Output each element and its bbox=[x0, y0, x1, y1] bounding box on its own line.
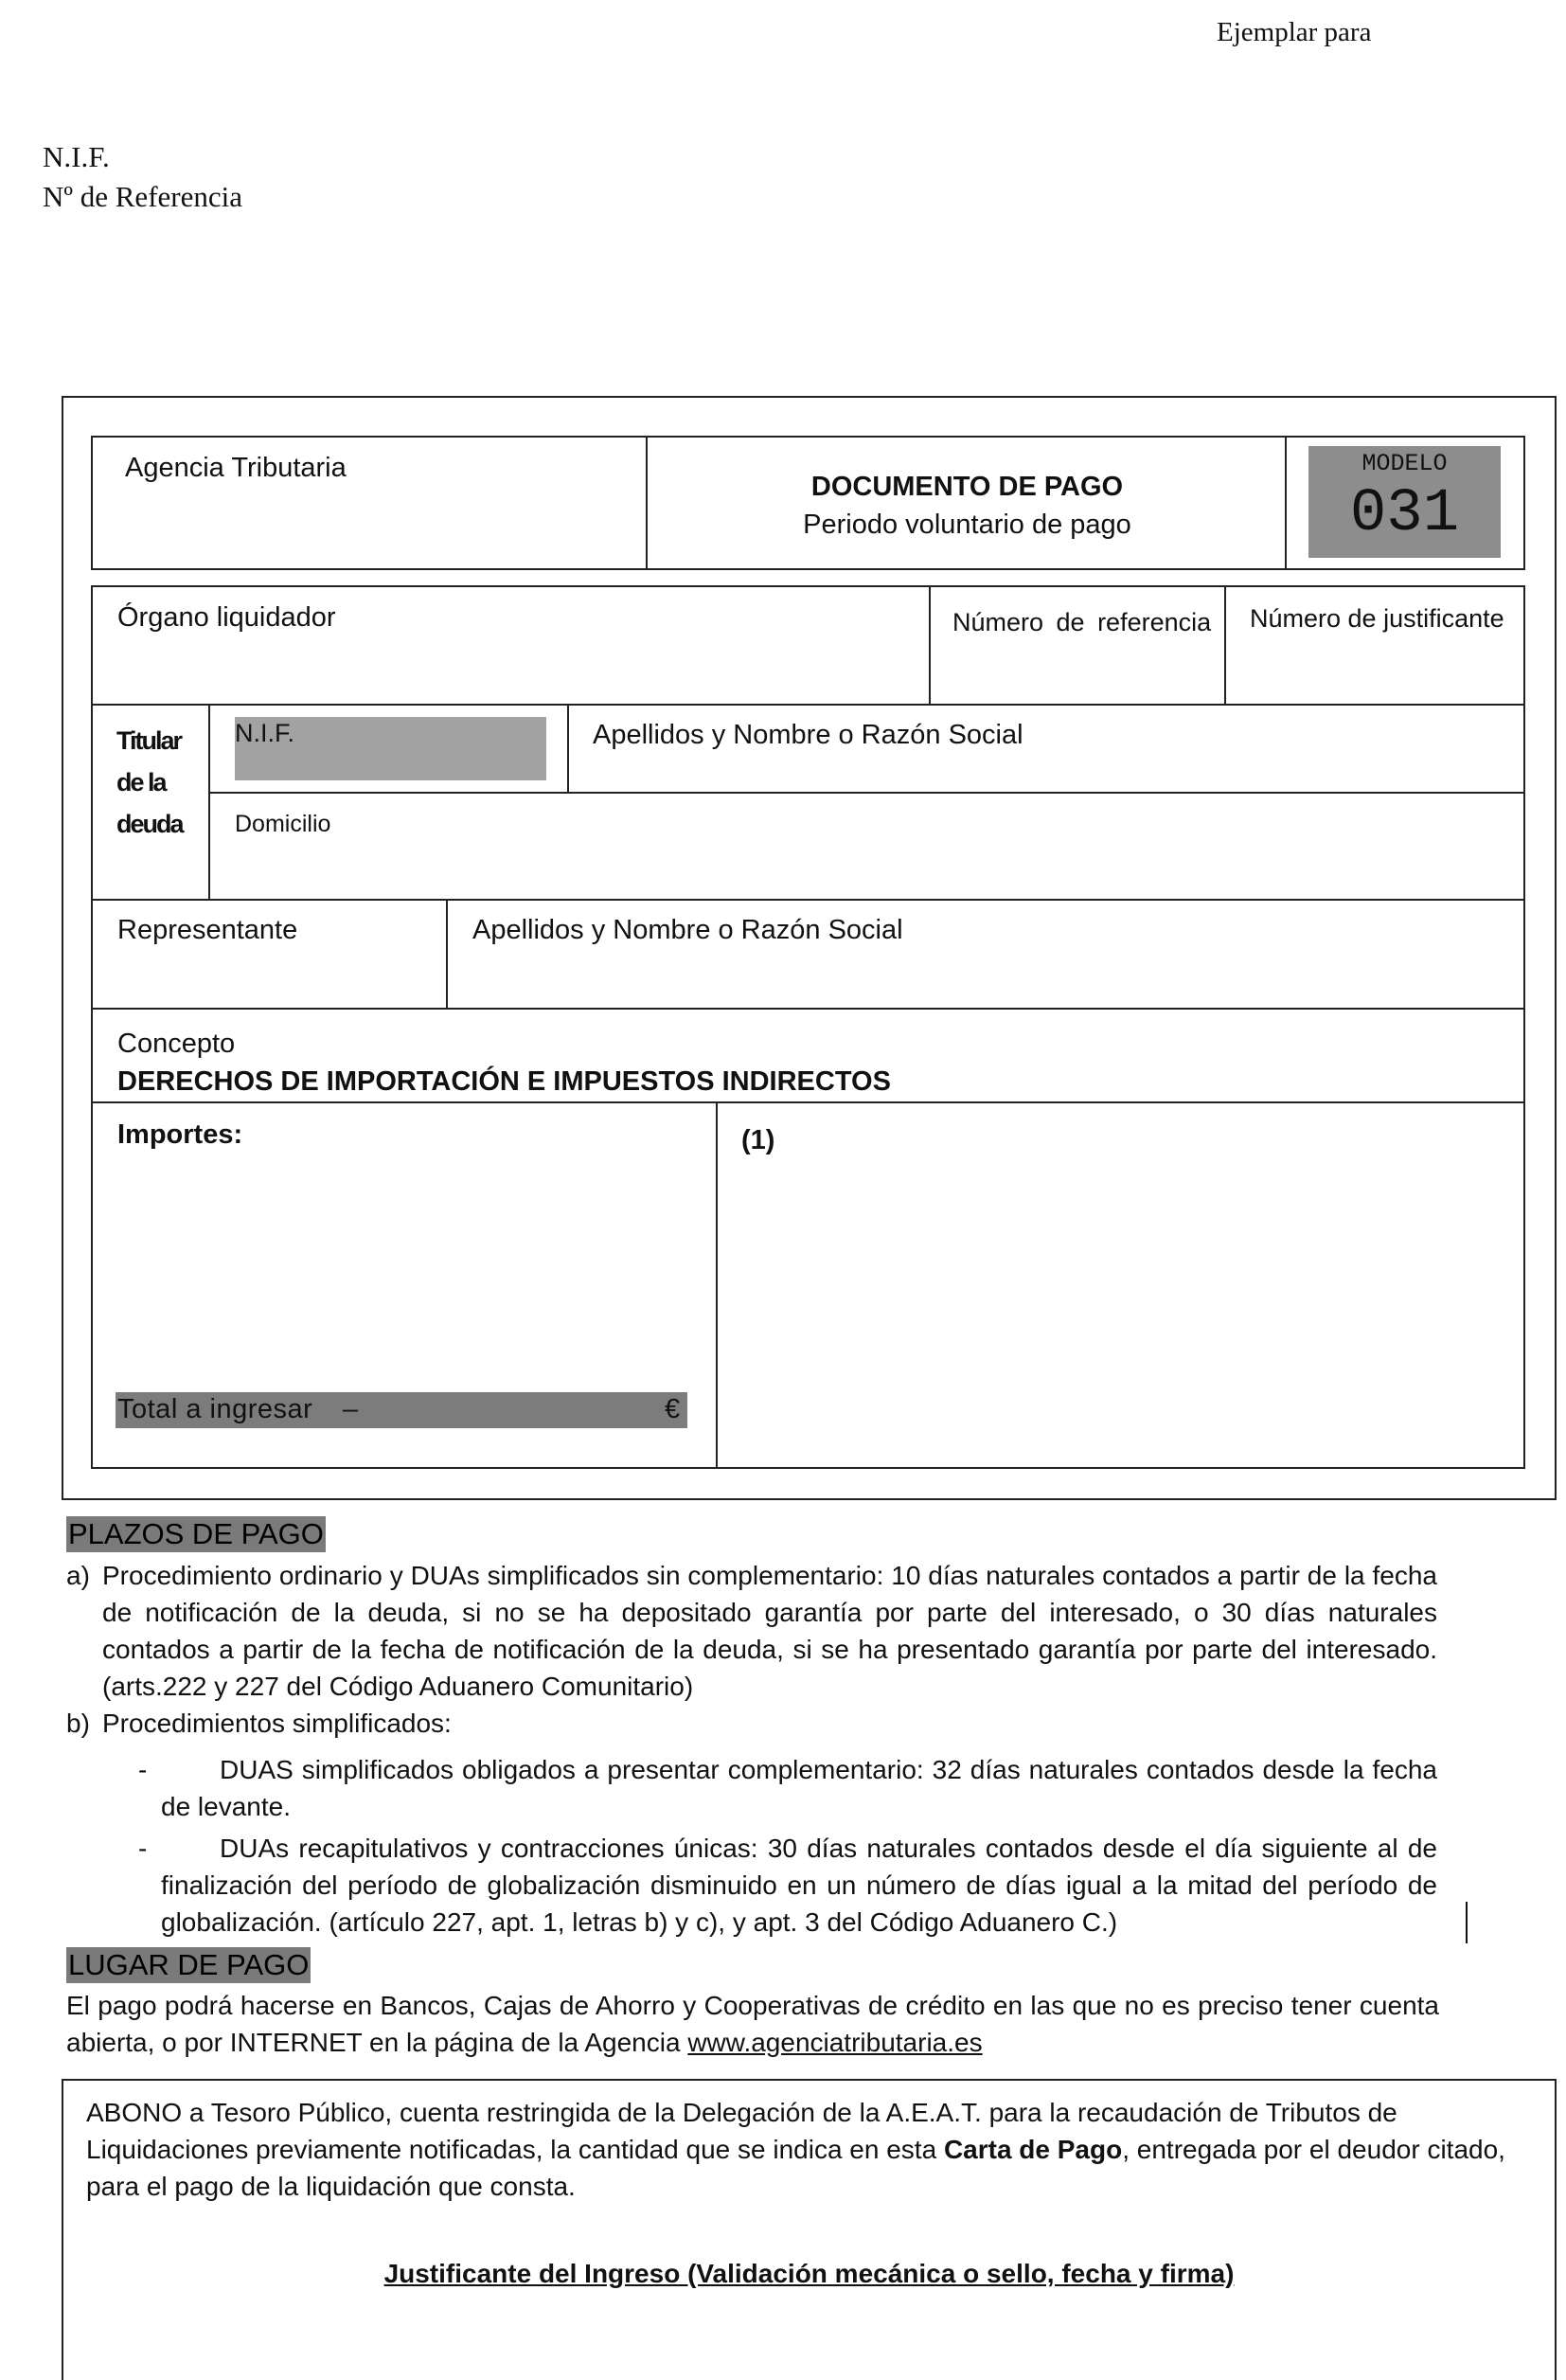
numero-justificante-label: Número de justificante bbox=[1250, 604, 1504, 633]
doc-title-cell bbox=[646, 436, 1287, 570]
divider bbox=[1224, 585, 1226, 705]
titular-nif-label: N.I.F. bbox=[235, 719, 295, 747]
justificante-label: Justificante del Ingreso (Validación mecánica o sello, fecha y firma) bbox=[383, 2259, 1235, 2288]
abono-paragraph bbox=[86, 2094, 1525, 2205]
divider bbox=[91, 1008, 1525, 1010]
plazos-b-marker: b) bbox=[66, 1709, 90, 1738]
total-bar bbox=[116, 1392, 687, 1428]
nota-label: (1) bbox=[741, 1125, 775, 1155]
lugar-text: El pago podrá hacerse en Bancos, Cajas de Ahorro y Cooperativas de crédito en las que no es preciso tener cuenta abierta, o por INTERNET en la página de la Agencia bbox=[66, 1991, 1439, 2057]
plazos-b1-dash: - bbox=[138, 1755, 148, 1784]
divider bbox=[716, 1101, 718, 1469]
doc-subtitle: Periodo voluntario de pago bbox=[803, 510, 1131, 540]
abono-text-2: , entregada por el deudor citado, para el pago de la liquidación que consta. bbox=[86, 2135, 1505, 2201]
divider bbox=[91, 704, 1525, 706]
ejemplar-label: Ejemplar para bbox=[1217, 17, 1372, 47]
titular-label bbox=[116, 720, 183, 845]
modelo-badge bbox=[1308, 446, 1501, 558]
plazos-b-text: Procedimientos simplificados: bbox=[102, 1709, 452, 1738]
divider bbox=[208, 792, 1525, 794]
divider bbox=[929, 585, 931, 705]
representante-apellidos-label: Apellidos y Nombre o Razón Social bbox=[472, 915, 903, 945]
titular-apellidos-label: Apellidos y Nombre o Razón Social bbox=[593, 720, 1023, 750]
titular-line-1: Titular bbox=[116, 726, 182, 755]
organo-label: Órgano liquidador bbox=[117, 602, 336, 633]
plazos-title: PLAZOS DE PAGO bbox=[68, 1517, 324, 1550]
agencia-link[interactable]: www.agenciatributaria.es bbox=[687, 2028, 983, 2057]
titular-line-3: deuda bbox=[116, 810, 183, 838]
lugar-title: LUGAR DE PAGO bbox=[68, 1948, 310, 1981]
text-cursor bbox=[1466, 1902, 1468, 1943]
plazos-a-marker: a) bbox=[66, 1561, 90, 1590]
divider bbox=[91, 899, 1525, 901]
divider bbox=[446, 899, 448, 1010]
representante-label: Representante bbox=[117, 915, 298, 945]
abono-text-1: ABONO a Tesoro Público, cuenta restringida de la Delegación de la A.E.A.T. para la recaudación de Tributos de Liquidaciones previamente notificadas, la cantidad que se indica en esta bbox=[86, 2098, 1397, 2164]
concepto-value: DERECHOS DE IMPORTACIÓN E IMPUESTOS INDIRECTOS bbox=[117, 1066, 891, 1097]
divider bbox=[567, 704, 569, 794]
agencia-cell bbox=[91, 436, 648, 570]
total-dash: – bbox=[343, 1394, 359, 1424]
lugar-paragraph bbox=[66, 1987, 1439, 2061]
referencia-label: Nº de Referencia bbox=[43, 180, 242, 213]
numero-referencia-label: Número de referencia bbox=[952, 608, 1212, 636]
plazos-b2-text: DUAs recapitulativos y contracciones únicas: 30 días naturales contados desde el día siguiente al de finalización del período de globalización disminuido en un número de días igual a la mitad del período de globalización. (artículo 227, apt. 1, letras b) y c), y apt. 3 del Código Aduanero C.) bbox=[161, 1834, 1437, 1937]
modelo-number: 031 bbox=[1349, 480, 1460, 548]
plazos-b1-text: DUAS simplificados obligados a presentar complementario: 32 días naturales contados desde la fecha de levante. bbox=[161, 1755, 1437, 1821]
carta-de-pago: Carta de Pago bbox=[943, 2135, 1123, 2164]
divider bbox=[208, 704, 210, 901]
titular-line-2: de la bbox=[116, 768, 166, 796]
titular-nif-field bbox=[235, 717, 546, 780]
plazos-b2-dash: - bbox=[138, 1834, 148, 1863]
doc-title: DOCUMENTO DE PAGO bbox=[810, 472, 1124, 502]
domicilio-label: Domicilio bbox=[235, 811, 331, 837]
nif-label: N.I.F. bbox=[43, 140, 110, 173]
divider bbox=[91, 1101, 1525, 1103]
euro-symbol: € bbox=[665, 1394, 681, 1424]
concepto-label: Concepto bbox=[117, 1029, 236, 1059]
agencia-label: Agencia Tributaria bbox=[125, 453, 347, 483]
modelo-label: MODELO bbox=[1361, 450, 1448, 477]
abono-box bbox=[62, 2079, 1557, 2380]
importes-label: Importes: bbox=[117, 1119, 243, 1150]
plazos-a-text: Procedimiento ordinario y DUAs simplificados sin complementario: 10 días naturales contados a partir de la fecha de notificación de la deuda, si no se ha depositado garantía por parte del interesado, o 30 días naturales contados a partir de la fecha de notificación de la deuda, si se ha presentado garantía por parte del interesado. (arts.222 y 227 del Código Aduanero Comunitario) bbox=[102, 1561, 1437, 1701]
modelo-cell bbox=[1285, 436, 1525, 570]
total-label: Total a ingresar bbox=[117, 1394, 313, 1424]
